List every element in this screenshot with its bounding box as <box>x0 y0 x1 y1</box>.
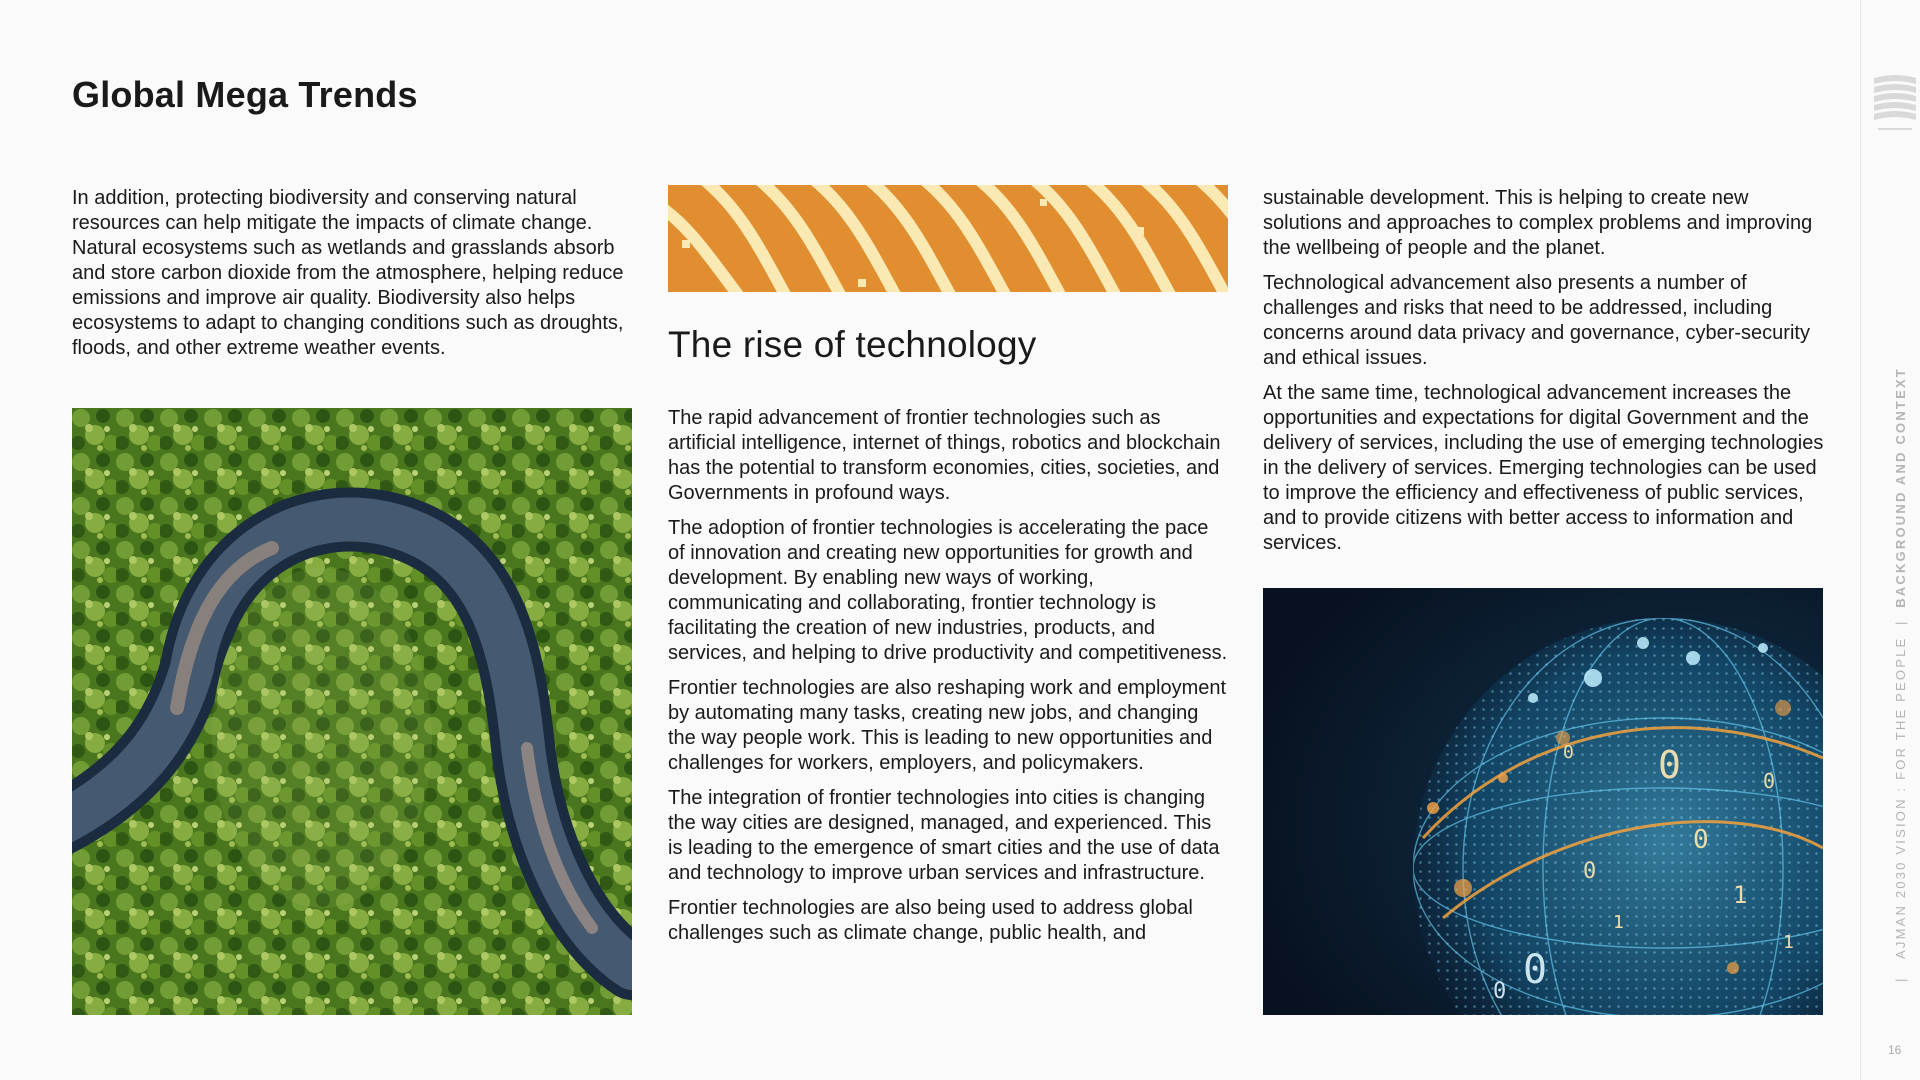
tech-paragraph: Technological advancement also presents a number of challenges and risks that need to be addressed, including concerns around data privacy and governance, cyber-security and ethical issues. <box>1263 272 1810 369</box>
tech-paragraph: Frontier technologies are also being used to address global challenges such as climate change, public health, and <box>668 897 1193 944</box>
right-column <box>1263 186 1831 566</box>
svg-text:0: 0 <box>1523 947 1548 993</box>
tech-paragraph: At the same time, technological advancement increases the opportunities and expectations for digital Government and the delivery of services, including the use of emerging technologies in the delivery of services. Emerging technologies can be used to improve the efficiency and effectiveness of public services, and to provide citizens with better access to information and services. <box>1263 382 1824 554</box>
tech-paragraph: The integration of frontier technologies into cities is changing the way cities are designed, managed, and experienced. This is leading to the emergence of smart cities and the use of data and technology to improve urban services and infrastructure. <box>668 787 1220 884</box>
middle-column <box>668 406 1230 956</box>
page-title: Global Mega Trends <box>72 74 418 115</box>
running-head-section: BACKGROUND AND CONTEXT <box>1893 367 1908 608</box>
tech-paragraph: The rapid advancement of frontier technologies such as artificial intelligence, internet of things, robotics and blockchain has the potential to transform economies, cities, societies, and Governments in profound ways. <box>668 407 1221 504</box>
svg-text:0: 0 <box>1693 825 1709 855</box>
svg-text:0: 0 <box>1658 743 1681 787</box>
running-head-separator: | <box>1893 976 1908 982</box>
svg-text:1: 1 <box>1733 881 1748 909</box>
svg-text:0: 0 <box>1563 742 1574 763</box>
ajman-2030-logo-icon <box>1872 72 1918 148</box>
left-column <box>72 186 632 371</box>
page-number: 16 <box>1888 1043 1902 1057</box>
tech-paragraph: Frontier technologies are also reshaping work and employment by automating many tasks, creating new jobs, and changing the way people work. This is leading to new opportunities and challenges for workers, employers, and policymakers. <box>668 677 1227 774</box>
running-head-separator: | <box>1893 619 1908 625</box>
decorative-pattern-banner <box>668 185 1228 292</box>
running-head <box>1893 367 1908 982</box>
running-head-prefix: AJMAN 2030 VISION : FOR THE PEOPLE <box>1893 636 1908 959</box>
biodiversity-paragraph: In addition, protecting biodiversity and conserving natural resources can help mitigate the impacts of climate change. Natural ecosystems such as wetlands and grasslands absorb and store carbon dioxide from the atmosphere, helping reduce emissions and improve air quality. Biodiversity also helps ecosystems to adapt to changing conditions such as droughts, floods, and other extreme weather events. <box>72 187 624 359</box>
svg-text:0: 0 <box>1493 979 1507 1004</box>
svg-text:0: 0 <box>1763 769 1776 793</box>
sidebar-divider <box>1860 0 1861 1080</box>
tech-paragraph: The adoption of frontier technologies is accelerating the pace of innovation and creating new opportunities for growth and development. By enabling new ways of working, communicating and collaborating, frontier technology is facilitating the creation of new industries, products, and services, and helping to drive productivity and competitiveness. <box>668 517 1228 664</box>
svg-text:0: 0 <box>1583 859 1597 884</box>
svg-text:1: 1 <box>1613 912 1624 933</box>
forest-river-image <box>72 408 632 1015</box>
section-heading: The rise of technology <box>668 324 1037 365</box>
digital-globe-image <box>1263 588 1823 1015</box>
svg-text:1: 1 <box>1783 932 1794 953</box>
tech-paragraph: sustainable development. This is helping to create new solutions and approaches to complex problems and improving the wellbeing of people and the planet. <box>1263 187 1813 259</box>
